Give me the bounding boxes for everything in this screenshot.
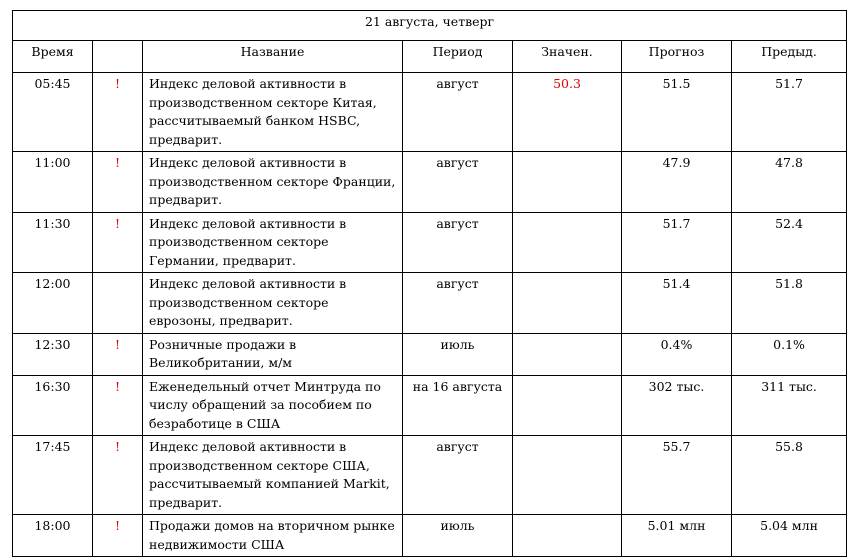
event-period: на 16 августа — [403, 375, 513, 436]
event-time: 12:00 — [13, 273, 93, 334]
importance-mark: ! — [93, 333, 143, 375]
event-period: август — [403, 73, 513, 152]
event-previous: 0.1% — [732, 333, 847, 375]
economic-calendar-table — [12, 10, 847, 557]
event-actual — [513, 152, 622, 213]
event-name: Розничные продажи в Великобритании, м/м — [143, 333, 403, 375]
event-name: Индекс деловой активности в производственном секторе Китая, рассчитываемый банком HSBC, предварит. — [143, 73, 403, 152]
header-actual: Значен. — [513, 41, 622, 73]
event-forecast: 47.9 — [622, 152, 732, 213]
event-name: Индекс деловой активности в производственном секторе Германии, предварит. — [143, 212, 403, 273]
event-previous: 51.8 — [732, 273, 847, 334]
title-row — [13, 11, 847, 41]
event-time: 11:00 — [13, 152, 93, 213]
event-name: Еженедельный отчет Минтруда по числу обращений за пособием по безработице в США — [143, 375, 403, 436]
event-time: 12:30 — [13, 333, 93, 375]
importance-mark — [93, 273, 143, 334]
header-row — [13, 41, 847, 73]
importance-mark: ! — [93, 375, 143, 436]
importance-mark: ! — [93, 73, 143, 152]
event-period: август — [403, 436, 513, 515]
event-forecast: 0.4% — [622, 333, 732, 375]
event-actual — [513, 333, 622, 375]
header-importance — [93, 41, 143, 73]
header-name: Название — [143, 41, 403, 73]
importance-mark: ! — [93, 436, 143, 515]
importance-mark: ! — [93, 212, 143, 273]
table-row — [13, 152, 847, 213]
event-previous: 5.04 млн — [732, 515, 847, 557]
table-row — [13, 333, 847, 375]
table-row — [13, 436, 847, 515]
event-forecast: 5.01 млн — [622, 515, 732, 557]
event-period: август — [403, 152, 513, 213]
event-time: 17:45 — [13, 436, 93, 515]
importance-mark: ! — [93, 515, 143, 557]
event-forecast: 302 тыс. — [622, 375, 732, 436]
event-time: 16:30 — [13, 375, 93, 436]
event-name: Индекс деловой активности в производственном секторе Франции, предварит. — [143, 152, 403, 213]
event-time: 11:30 — [13, 212, 93, 273]
event-previous: 52.4 — [732, 212, 847, 273]
event-period: август — [403, 212, 513, 273]
event-name: Индекс деловой активности в производственном секторе США, рассчитываемый компанией Markit, предварит. — [143, 436, 403, 515]
table-row — [13, 73, 847, 152]
table-row — [13, 212, 847, 273]
event-actual — [513, 273, 622, 334]
event-previous: 51.7 — [732, 73, 847, 152]
event-time: 18:00 — [13, 515, 93, 557]
day-title: 21 августа, четверг — [13, 11, 847, 41]
event-forecast: 51.5 — [622, 73, 732, 152]
event-previous: 47.8 — [732, 152, 847, 213]
event-name: Продажи домов на вторичном рынке недвижимости США — [143, 515, 403, 557]
event-period: июль — [403, 333, 513, 375]
event-actual — [513, 212, 622, 273]
event-forecast: 55.7 — [622, 436, 732, 515]
header-period: Период — [403, 41, 513, 73]
event-actual — [513, 515, 622, 557]
event-actual — [513, 375, 622, 436]
event-actual — [513, 436, 622, 515]
table-row — [13, 375, 847, 436]
event-time: 05:45 — [13, 73, 93, 152]
importance-mark: ! — [93, 152, 143, 213]
header-forecast: Прогноз — [622, 41, 732, 73]
event-period: июль — [403, 515, 513, 557]
table-row — [13, 273, 847, 334]
table-row — [13, 515, 847, 557]
event-period: август — [403, 273, 513, 334]
event-previous: 55.8 — [732, 436, 847, 515]
header-previous: Предыд. — [732, 41, 847, 73]
event-previous: 311 тыс. — [732, 375, 847, 436]
header-time: Время — [13, 41, 93, 73]
event-name: Индекс деловой активности в производственном секторе еврозоны, предварит. — [143, 273, 403, 334]
event-forecast: 51.7 — [622, 212, 732, 273]
event-forecast: 51.4 — [622, 273, 732, 334]
event-actual: 50.3 — [513, 73, 622, 152]
